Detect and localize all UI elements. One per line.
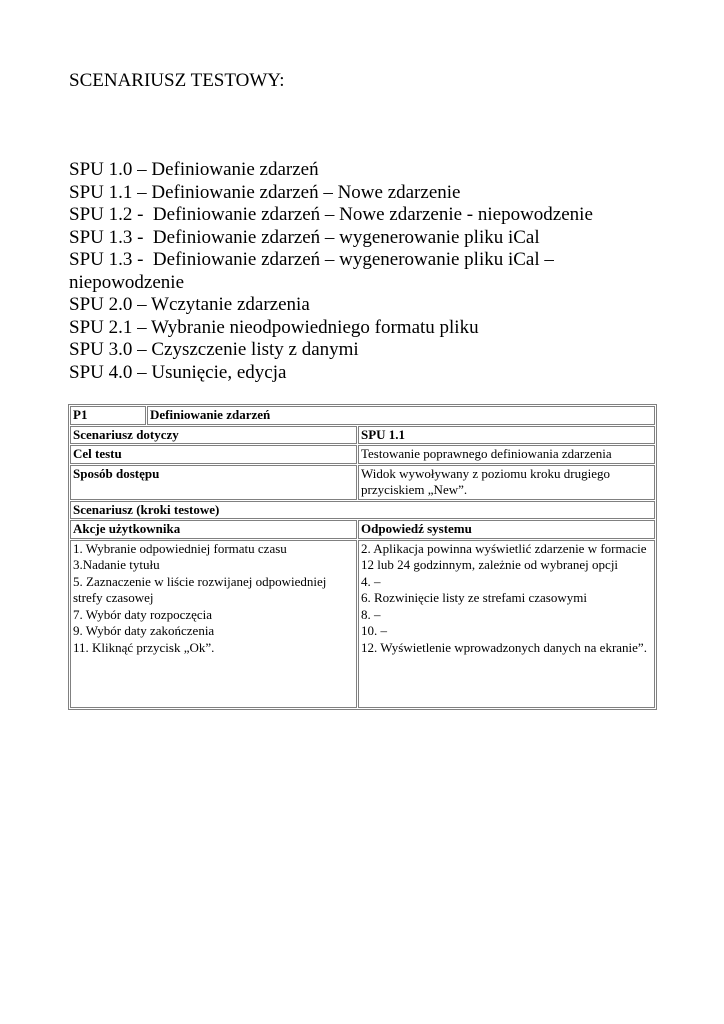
user-actions-header: Akcje użytkownika [70, 520, 357, 539]
access-method-label: Sposób dostępu [70, 465, 357, 500]
spu-item: SPU 4.0 – Usunięcie, edycja [69, 361, 287, 383]
scenario-title-cell: Definiowanie zdarzeń [147, 406, 655, 425]
spu-item: SPU 1.3 - Definiowanie zdarzeń – wygenerowanie pliku iCal – niepowodzenie [69, 249, 559, 293]
system-response-step: 8. – [361, 606, 381, 622]
spu-item: SPU 1.2 - Definiowanie zdarzeń – Nowe zdarzenie - niepowodzenie [69, 204, 593, 225]
page-title: SCENARIUSZ TESTOWY: [69, 70, 285, 91]
spu-item: SPU 1.3 - Definiowanie zdarzeń – wygenerowanie pliku iCal [69, 226, 540, 248]
scenario-id-cell: P1 [70, 406, 146, 425]
table-row [70, 465, 655, 500]
user-action-step: 1. Wybranie odpowiedniej formatu czasu [73, 540, 287, 556]
system-response-step: 4. – [361, 573, 381, 589]
table-row [70, 540, 655, 708]
spu-item: SPU 3.0 – Czyszczenie listy z danymi [69, 339, 359, 360]
user-actions-cell [70, 540, 357, 708]
system-responses-cell [358, 540, 655, 708]
test-scenario-table [68, 404, 657, 710]
steps-section-header: Scenariusz (kroki testowe) [70, 501, 655, 520]
system-response-step: 2. Aplikacja powinna wyświetlić zdarzenie w formacie 12 lub 24 godzinnym, zależnie od wybranej opcji [361, 540, 650, 572]
spu-list [69, 159, 659, 384]
table-row [70, 501, 655, 520]
table-row [70, 445, 655, 464]
user-action-step: 11. Kliknąć przycisk „Ok”. [73, 639, 215, 655]
system-response-step: 10. – [361, 623, 387, 638]
table-row [70, 520, 655, 539]
user-action-step: 3.Nadanie tytułu [73, 557, 160, 572]
scenario-concerns-value: SPU 1.1 [358, 426, 655, 445]
table-row [70, 426, 655, 445]
spu-item: SPU 1.0 – Definiowanie zdarzeń [69, 159, 319, 180]
spu-item: SPU 2.1 – Wybranie nieodpowiedniego formatu pliku [69, 316, 479, 338]
system-response-header: Odpowiedź systemu [358, 520, 655, 539]
access-method-value: Widok wywoływany z poziomu kroku drugiego przyciskiem „New”. [358, 465, 655, 500]
system-response-step: 12. Wyświetlenie wprowadzonych danych na ekranie”. [361, 639, 647, 655]
spu-item: SPU 2.0 – Wczytanie zdarzenia [69, 294, 310, 315]
table-row [70, 406, 655, 425]
spu-item: SPU 1.1 – Definiowanie zdarzeń – Nowe zdarzenie [69, 181, 461, 203]
user-action-step: 9. Wybór daty zakończenia [73, 623, 215, 638]
test-goal-label: Cel testu [70, 445, 357, 464]
user-action-step: 7. Wybór daty rozpoczęcia [73, 606, 213, 622]
system-response-step: 6. Rozwinięcie listy ze strefami czasowymi [361, 590, 587, 605]
user-action-step: 5. Zaznaczenie w liście rozwijanej odpowiedniej strefy czasowej [73, 573, 330, 605]
scenario-concerns-label: Scenariusz dotyczy [70, 426, 357, 445]
test-goal-value: Testowanie poprawnego definiowania zdarzenia [358, 445, 655, 464]
